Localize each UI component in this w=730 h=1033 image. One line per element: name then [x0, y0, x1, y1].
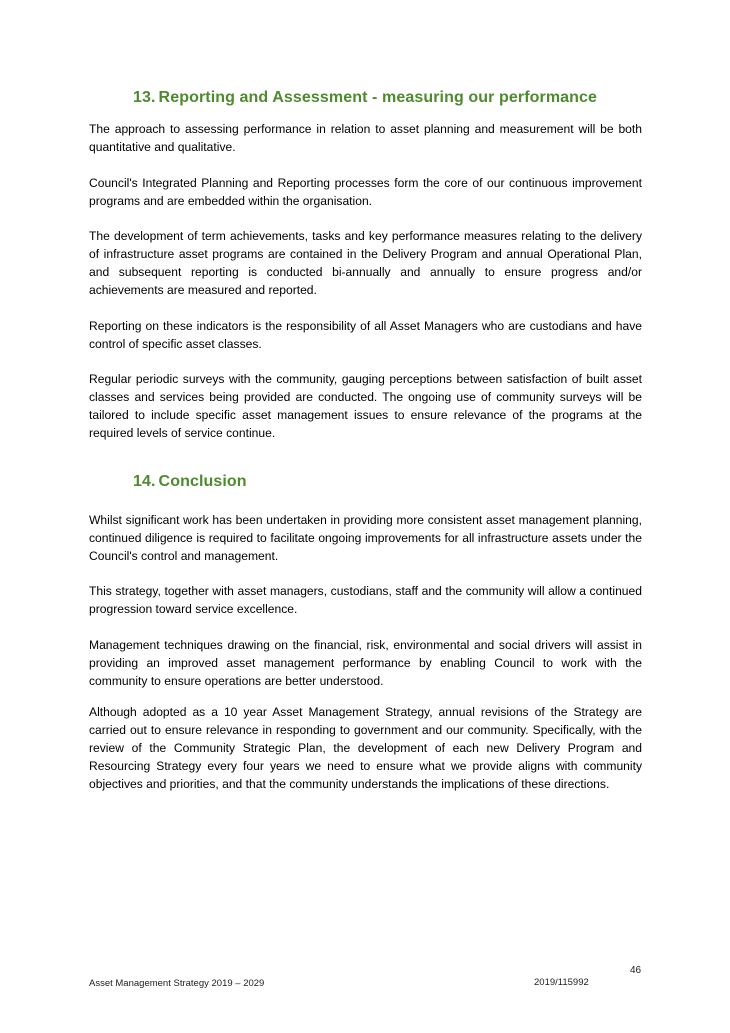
section-14-title: Conclusion — [158, 473, 247, 490]
section-13-paragraph-3: The development of term achievements, tasks and key performance measures relating to the delivery of infrastructure asset programs are contained in the Delivery Program and annual Operational Plan, and subsequent reporting is conducted bi-annually and annually to ensure progress and/or achievements are measured and reported. — [89, 229, 642, 297]
section-13-paragraph-1: The approach to assessing performance in relation to asset planning and measurement will be both quantitative and qualitative. — [89, 122, 642, 154]
section-13-title: Reporting and Assessment - measuring our performance — [158, 89, 598, 106]
section-14-paragraph-1: Whilst significant work has been undertaken in providing more consistent asset management planning, continued diligence is required to facilitate ongoing improvements for all infrastructure assets under the Council's control and management. — [89, 513, 642, 563]
page-number: 46 — [630, 965, 642, 976]
section-14-paragraph-2: This strategy, together with asset managers, custodians, staff and the community will allow a continued progression toward service excellence. — [89, 584, 642, 616]
section-14-number: 14. — [133, 473, 156, 490]
section-13-paragraph-2: Council's Integrated Planning and Reporting processes form the core of our continuous improvement programs and are embedded within the organisation. — [89, 176, 642, 208]
section-13-paragraph-5: Regular periodic surveys with the community, gauging perceptions between satisfaction of built asset classes and services being provided are conducted. The ongoing use of community surveys will be tailored to include specific asset management issues to ensure relevance of the programs at the required levels of service continue. — [89, 372, 642, 440]
section-14-heading — [133, 473, 247, 491]
section-14-paragraph-3: Management techniques drawing on the financial, risk, environmental and social drivers will assist in providing an improved asset management performance by enabling Council to work with the community to ensure operations are better understood. — [89, 638, 642, 688]
section-13-number: 13. — [133, 89, 156, 106]
footer-reference-number: 2019/115992 — [534, 977, 589, 988]
section-13-heading — [133, 89, 597, 107]
section-13-paragraph-4: Reporting on these indicators is the responsibility of all Asset Managers who are custodians and have control of specific asset classes. — [89, 319, 642, 351]
footer-document-title: Asset Management Strategy 2019 – 2029 — [89, 978, 265, 989]
section-14-paragraph-4: Although adopted as a 10 year Asset Management Strategy, annual revisions of the Strategy are carried out to ensure relevance in responding to government and our community. Specifically, with the review of the Community Strategic Plan, the development of each new Delivery Program and Resourcing Strategy every four years we need to ensure what we provide aligns with community objectives and priorities, and that the community understands the implications of these directions. — [89, 705, 642, 791]
